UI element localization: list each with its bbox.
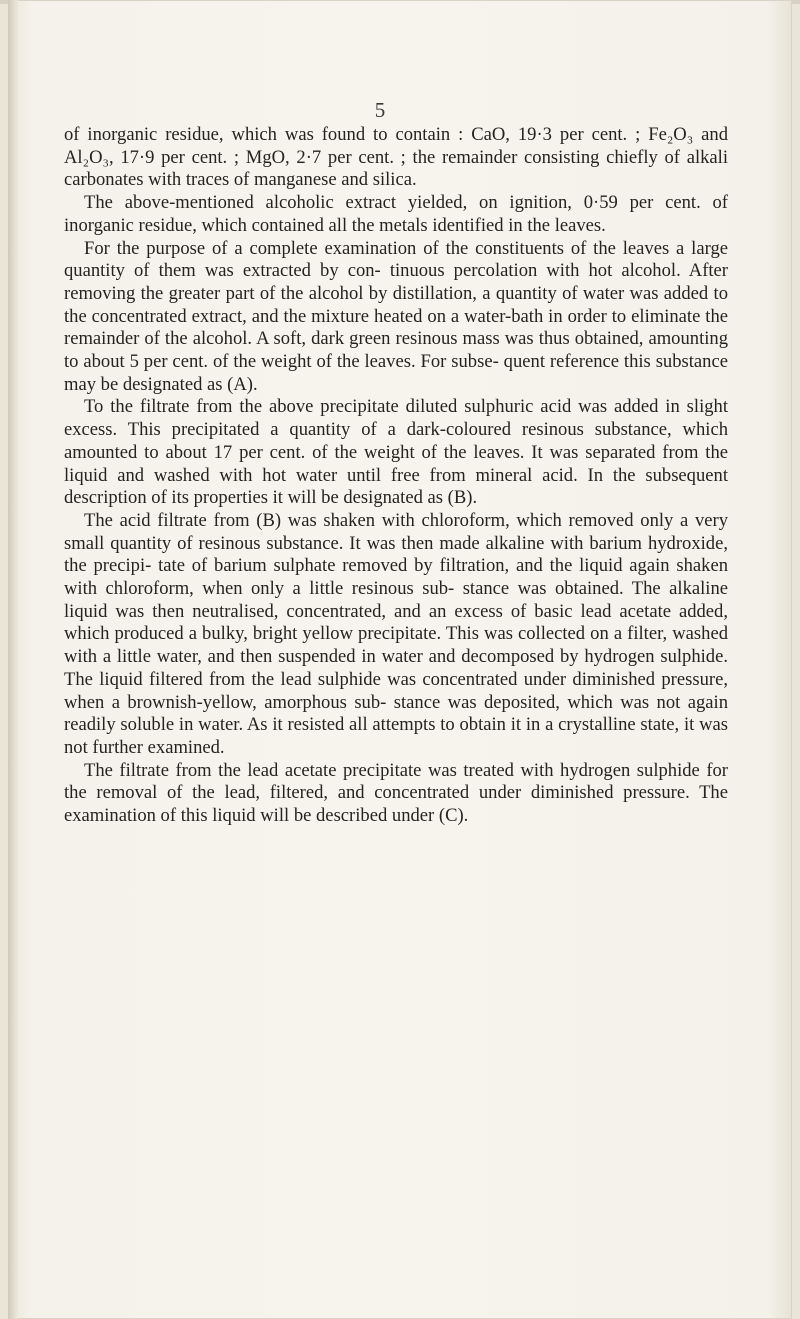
paragraph-alcoholic-extract: The above-mentioned alcoholic extract yielded, on ignition, 0·59 per cent. of inorganic residue, which contained all the metals identified in the leaves. (64, 192, 728, 236)
page-number: 5 (374, 98, 386, 122)
body-text (64, 124, 728, 828)
binding-edge (8, 0, 18, 1319)
paragraph-acid-filtrate-chloroform: The acid filtrate from (B) was shaken with chloroform, which removed only a very small quantity of resinous substance. It was then made alkaline with barium hydroxide, the precipi- tate of barium sulphate removed by filtration, and the liquid again shaken with chloroform, when only a little resinous sub- stance was obtained. The alkaline liquid was then neutralised, concentrated, and an excess of basic lead acetate added, which produced a bulky, bright yellow precipitate. This was collected on a filter, washed with a little water, and then suspended in water and decomposed by hydrogen sulphide. The liquid filtered from the lead sulphide was concentrated under diminished pressure, when a brownish-yellow, amorphous sub- stance was deposited, which was not again readily soluble in water. As it resisted all attempts to obtain it in a crystalline state, it was not further examined. (64, 509, 728, 758)
paragraph-filtrate-sulphuric-acid: To the filtrate from the above precipitate diluted sulphuric acid was added in slight excess. This precipitated a quantity of a dark-coloured resinous substance, which amounted to about 17 per cent. of the weight of the leaves. It was separated from the liquid and washed with hot water until free from mineral acid. In the subsequent description of its properties it will be designated as (B). (64, 396, 728, 509)
paragraph-complete-examination: For the purpose of a complete examination of the constituents of the leaves a large quantity of them was extracted by con- tinuous percolation with hot alcohol. After removing the greater part of the alcohol by distillation, a quantity of water was added to the concentrated extract, and the mixture heated on a water-bath in order to eliminate the remainder of the alcohol. A soft, dark green resinous mass was thus obtained, amounting to about 5 per cent. of the weight of the leaves. For subse- quent reference this substance may be designated as (A). (64, 237, 728, 395)
paragraph-inorganic-residue: of inorganic residue, which was found to contain : CaO, 19·3 per cent. ; Fe₂O₃ and Al₂O₃, 17·9 per cent. ; MgO, 2·7 per cent. ; the remainder consisting chiefly of alkali carbonates with traces of manganese and silica. (64, 124, 728, 191)
paragraph-lead-acetate-filtrate: The filtrate from the lead acetate precipitate was treated with hydrogen sulphide for the removal of the lead, filtered, and concentrated under diminished pressure. The examination of this liquid will be described under (C). (64, 759, 728, 827)
